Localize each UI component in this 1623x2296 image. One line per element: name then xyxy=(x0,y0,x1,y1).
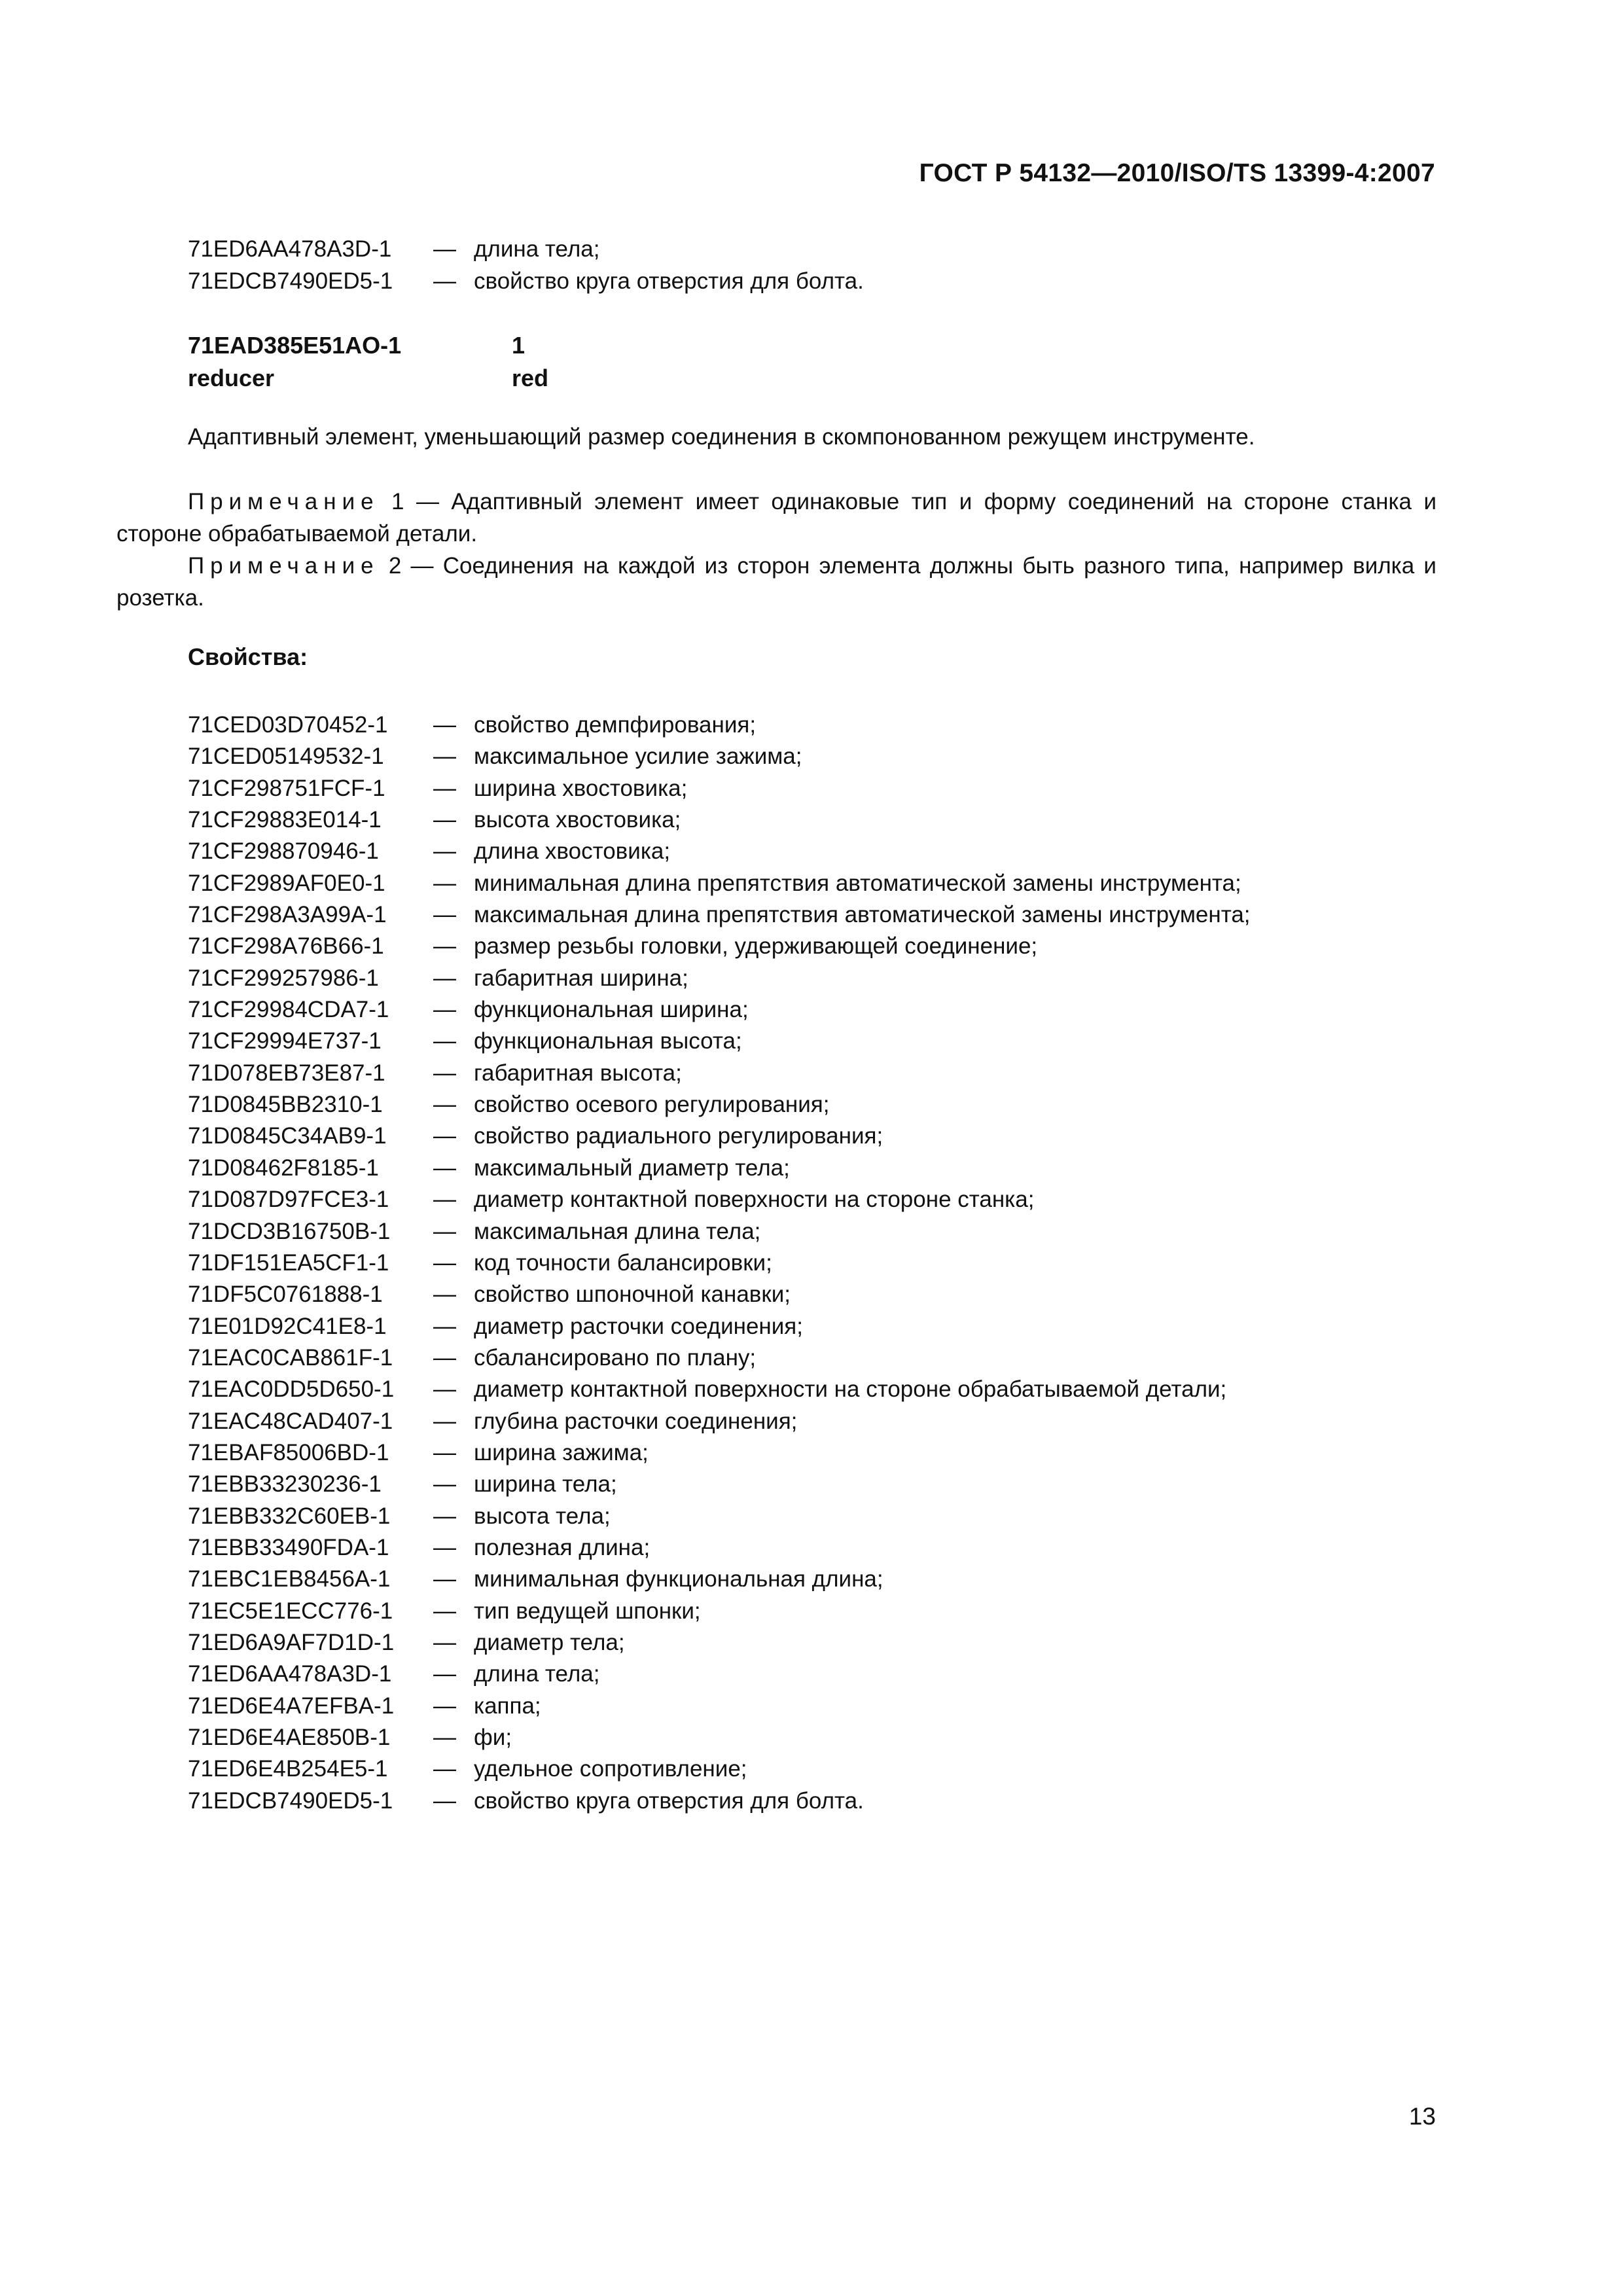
list-item xyxy=(188,1184,1251,1215)
em-dash: — xyxy=(433,1756,456,1782)
list-item xyxy=(188,1532,1251,1564)
property-code: 71CF29994E737-1 xyxy=(188,1028,382,1054)
list-item xyxy=(188,1437,1251,1469)
property-text: максимальный диаметр тела; xyxy=(474,1155,790,1181)
list-item xyxy=(188,994,1251,1026)
property-code: 71CF298751FCF-1 xyxy=(188,775,385,801)
standard-header: ГОСТ Р 54132—2010/ISO/TS 13399-4:2007 xyxy=(919,159,1435,187)
property-code: 71EC5E1ECC776-1 xyxy=(188,1598,393,1624)
property-text: фи; xyxy=(474,1725,512,1750)
note-number: 2 xyxy=(388,553,402,579)
list-item xyxy=(188,963,1251,994)
property-code: 71EDCB7490ED5-1 xyxy=(188,268,393,294)
em-dash: — xyxy=(410,553,434,579)
note-text: Адаптивный элемент имеет одинаковые тип и форму соединений на стороне станка и стороне обрабатываемой детали. xyxy=(116,489,1436,547)
em-dash: — xyxy=(433,1344,456,1371)
note-number: 1 xyxy=(391,489,404,514)
em-dash: — xyxy=(433,1092,456,1118)
em-dash: — xyxy=(433,1123,456,1149)
list-item xyxy=(188,1501,1251,1532)
property-code: 71EAC48CAD407-1 xyxy=(188,1408,393,1434)
list-item xyxy=(188,233,864,265)
list-item xyxy=(188,1564,1251,1595)
property-code: 71D08462F8185-1 xyxy=(188,1155,379,1181)
property-text: максимальная длина тела; xyxy=(474,1218,761,1244)
property-code: 71D078EB73E87-1 xyxy=(188,1060,385,1086)
property-text: диаметр расточки соединения; xyxy=(474,1313,803,1339)
property-text: максимальное усилие зажима; xyxy=(474,744,802,770)
property-code: 71DCD3B16750B-1 xyxy=(188,1218,391,1244)
property-text: габаритная высота; xyxy=(474,1060,682,1086)
list-item xyxy=(188,1374,1251,1405)
property-text: размер резьбы головки, удерживающей соединение; xyxy=(474,933,1038,960)
list-item xyxy=(188,1247,1251,1279)
property-text: ширина тела; xyxy=(474,1471,617,1498)
property-text: каппа; xyxy=(474,1693,541,1719)
property-text: свойство шпоночной канавки; xyxy=(474,1282,791,1308)
property-text: свойство осевого регулирования; xyxy=(474,1092,830,1118)
em-dash: — xyxy=(433,1598,456,1624)
list-item xyxy=(188,741,1251,772)
list-item xyxy=(188,1342,1251,1374)
property-text: удельное сопротивление; xyxy=(474,1756,747,1782)
list-item xyxy=(188,1279,1251,1310)
list-item xyxy=(188,773,1251,804)
term-id-row xyxy=(188,329,548,362)
list-item xyxy=(188,1659,1251,1690)
note-text: Соединения на каждой из сторон элемента должны быть разного типа, например вилка и розетка. xyxy=(116,553,1436,611)
term-name-row xyxy=(188,362,548,395)
property-code: 71D087D97FCE3-1 xyxy=(188,1187,389,1213)
term-name: reducer xyxy=(188,365,275,391)
property-text: длина хвостовика; xyxy=(474,838,671,865)
list-item xyxy=(188,1722,1251,1753)
term-version: 1 xyxy=(512,332,526,359)
property-code: 71CF2989AF0E0-1 xyxy=(188,870,385,896)
em-dash: — xyxy=(433,1661,456,1687)
em-dash: — xyxy=(433,1629,456,1655)
property-text: габаритная ширина; xyxy=(474,965,688,991)
em-dash: — xyxy=(433,902,456,928)
notes-block xyxy=(116,486,1436,614)
list-item xyxy=(188,1596,1251,1627)
em-dash: — xyxy=(416,489,439,514)
property-text: свойство круга отверстия для болта. xyxy=(474,268,864,294)
property-code: 71D0845C34AB9-1 xyxy=(188,1123,387,1149)
em-dash: — xyxy=(433,965,456,991)
definition-text: Адаптивный элемент, уменьшающий размер соединения в скомпонованном режущем инструменте. xyxy=(188,424,1255,450)
list-item xyxy=(188,1058,1251,1089)
page-number: 13 xyxy=(1408,2103,1436,2130)
em-dash: — xyxy=(433,1313,456,1339)
em-dash: — xyxy=(433,1471,456,1498)
property-code: 71CF29984CDA7-1 xyxy=(188,997,389,1023)
em-dash: — xyxy=(433,1376,456,1403)
continuation-list xyxy=(188,233,864,297)
property-code: 71EDCB7490ED5-1 xyxy=(188,1787,393,1814)
em-dash: — xyxy=(433,1787,456,1814)
em-dash: — xyxy=(433,1534,456,1560)
list-item xyxy=(188,1753,1251,1785)
property-text: свойство демпфирования; xyxy=(474,712,757,738)
property-text: диаметр контактной поверхности на стороне станка; xyxy=(474,1187,1035,1213)
em-dash: — xyxy=(433,1218,456,1244)
em-dash: — xyxy=(433,1725,456,1750)
property-code: 71E01D92C41E8-1 xyxy=(188,1313,387,1339)
note xyxy=(116,486,1436,550)
property-text: диаметр тела; xyxy=(474,1629,625,1655)
note-label: Примечание xyxy=(188,489,380,514)
em-dash: — xyxy=(433,744,456,770)
property-code: 71CF298870946-1 xyxy=(188,838,379,865)
property-text: свойство радиального регулирования; xyxy=(474,1123,883,1149)
list-item xyxy=(188,931,1251,962)
property-text: полезная длина; xyxy=(474,1534,651,1560)
property-text: функциональная ширина; xyxy=(474,997,749,1023)
term-block xyxy=(188,329,548,395)
list-item xyxy=(188,899,1251,931)
list-item xyxy=(188,1026,1251,1057)
property-code: 71DF5C0761888-1 xyxy=(188,1282,383,1308)
em-dash: — xyxy=(433,1566,456,1592)
em-dash: — xyxy=(433,1028,456,1054)
property-text: длина тела; xyxy=(474,236,600,262)
term-id: 71EAD385E51AO-1 xyxy=(188,332,402,359)
em-dash: — xyxy=(433,1408,456,1434)
property-text: максимальная длина препятствия автоматической замены инструмента; xyxy=(474,902,1251,928)
list-item xyxy=(188,709,1251,741)
em-dash: — xyxy=(433,933,456,960)
list-item xyxy=(188,1153,1251,1184)
property-code: 71D0845BB2310-1 xyxy=(188,1092,383,1118)
list-item xyxy=(188,1627,1251,1659)
property-code: 71EBB332C60EB-1 xyxy=(188,1503,391,1529)
em-dash: — xyxy=(433,236,456,262)
em-dash: — xyxy=(433,1693,456,1719)
em-dash: — xyxy=(433,1155,456,1181)
list-item xyxy=(188,804,1251,836)
property-text: высота хвостовика; xyxy=(474,807,681,833)
property-code: 71ED6AA478A3D-1 xyxy=(188,1661,392,1687)
list-item xyxy=(188,836,1251,867)
em-dash: — xyxy=(433,268,456,294)
property-code: 71ED6E4B254E5-1 xyxy=(188,1756,388,1782)
property-text: сбалансировано по плану; xyxy=(474,1344,757,1371)
em-dash: — xyxy=(433,1282,456,1308)
property-code: 71DF151EA5CF1-1 xyxy=(188,1249,389,1276)
list-item xyxy=(188,1691,1251,1722)
property-text: минимальная функциональная длина; xyxy=(474,1566,883,1592)
term-abbreviation: red xyxy=(512,365,549,391)
property-code: 71EBB33490FDA-1 xyxy=(188,1534,389,1560)
property-code: 71EBB33230236-1 xyxy=(188,1471,382,1498)
list-item xyxy=(188,1216,1251,1247)
note-paragraph xyxy=(116,486,1436,550)
note-label: Примечание xyxy=(188,553,380,579)
property-text: высота тела; xyxy=(474,1503,611,1529)
property-code: 71CF298A76B66-1 xyxy=(188,933,384,960)
em-dash: — xyxy=(433,712,456,738)
property-text: длина тела; xyxy=(474,1661,600,1687)
em-dash: — xyxy=(433,838,456,865)
note xyxy=(116,550,1436,614)
em-dash: — xyxy=(433,997,456,1023)
em-dash: — xyxy=(433,1503,456,1529)
em-dash: — xyxy=(433,1439,456,1465)
property-code: 71ED6A9AF7D1D-1 xyxy=(188,1629,395,1655)
property-code: 71EAC0CAB861F-1 xyxy=(188,1344,393,1371)
property-code: 71ED6AA478A3D-1 xyxy=(188,236,392,262)
property-code: 71CF298A3A99A-1 xyxy=(188,902,387,928)
properties-list xyxy=(188,709,1251,1817)
property-code: 71EAC0DD5D650-1 xyxy=(188,1376,395,1403)
property-text: диаметр контактной поверхности на стороне обрабатываемой детали; xyxy=(474,1376,1227,1403)
list-item xyxy=(188,1469,1251,1500)
property-code: 71EBAF85006BD-1 xyxy=(188,1439,389,1465)
property-code: 71EBC1EB8456A-1 xyxy=(188,1566,391,1592)
property-text: функциональная высота; xyxy=(474,1028,742,1054)
list-item xyxy=(188,1406,1251,1437)
property-text: минимальная длина препятствия автоматической замены инструмента; xyxy=(474,870,1241,896)
property-code: 71ED6E4A7EFBA-1 xyxy=(188,1693,395,1719)
property-text: глубина расточки соединения; xyxy=(474,1408,798,1434)
em-dash: — xyxy=(433,775,456,801)
property-code: 71CF29883E014-1 xyxy=(188,807,382,833)
note-paragraph xyxy=(116,550,1436,614)
em-dash: — xyxy=(433,1249,456,1276)
list-item xyxy=(188,868,1251,899)
property-text: ширина хвостовика; xyxy=(474,775,688,801)
list-item xyxy=(188,1311,1251,1342)
list-item xyxy=(188,1089,1251,1121)
property-text: ширина зажима; xyxy=(474,1439,649,1465)
em-dash: — xyxy=(433,870,456,896)
property-code: 71CED05149532-1 xyxy=(188,744,384,770)
list-item xyxy=(188,1785,1251,1817)
property-code: 71CF299257986-1 xyxy=(188,965,379,991)
em-dash: — xyxy=(433,807,456,833)
property-code: 71ED6E4AE850B-1 xyxy=(188,1725,391,1750)
em-dash: — xyxy=(433,1187,456,1213)
list-item xyxy=(188,1121,1251,1152)
property-text: свойство круга отверстия для болта. xyxy=(474,1787,864,1814)
em-dash: — xyxy=(433,1060,456,1086)
property-code: 71CED03D70452-1 xyxy=(188,712,388,738)
property-text: тип ведущей шпонки; xyxy=(474,1598,701,1624)
list-item xyxy=(188,265,864,297)
properties-heading: Свойства: xyxy=(188,643,308,670)
property-text: код точности балансировки; xyxy=(474,1249,772,1276)
